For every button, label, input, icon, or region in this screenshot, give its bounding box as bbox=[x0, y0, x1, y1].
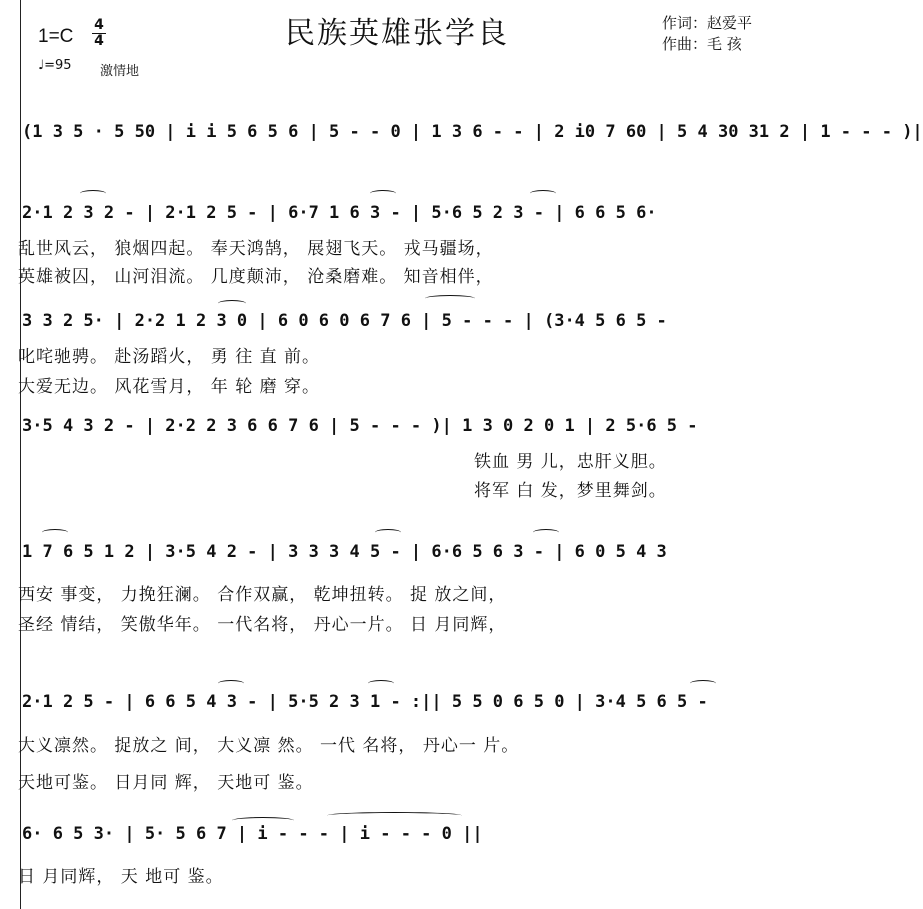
expression-marking: 激情地 bbox=[100, 64, 140, 79]
system-1-notes: (1 3 5 · 5 50 | i i 5 6 5 6 | 5 - - 0 | 1 3 6 - - | 2 i0 7 60 | 5 4 30 31 2 | 1 - - - )| bbox=[22, 122, 923, 142]
key-signature: 1=C bbox=[38, 26, 74, 47]
slur bbox=[218, 680, 244, 687]
slur bbox=[218, 300, 246, 307]
system-5-lyrics-verse-1: 西安 事变， 力挽狂澜。 合作双赢， 乾坤扭转。 捉 放之间， bbox=[18, 585, 507, 605]
system-2-lyrics-verse-2: 英雄被囚， 山河泪流。 几度颠沛， 沧桑磨难。 知音相伴， bbox=[18, 267, 494, 287]
system-3-notes: 3 3 2 5· | 2·2 1 2 3 0 | 6 0 6 0 6 7 6 | 5 - - - | (3·4 5 6 5 - bbox=[22, 311, 667, 331]
system-7-notes: 6· 6 5 3· | 5· 5 6 7 | i - - - | i - - - 0 || bbox=[22, 824, 483, 844]
system-5-lyrics-verse-2: 圣经 情结， 笑傲华年。 一代名将， 丹心一片。 日 月同辉， bbox=[18, 615, 507, 635]
system-5-notes: 1 7 6 5 1 2 | 3·5 4 2 - | 3 3 3 4 5 - | 6·6 5 6 3 - | 6 0 5 4 3 bbox=[22, 542, 667, 562]
system-4-lyrics-verse-2: 将军 白 发，梦里舞剑。 bbox=[474, 481, 667, 501]
system-3-lyrics-verse-2: 大爱无边。 风花雪月， 年 轮 磨 穿。 bbox=[18, 377, 321, 397]
slur bbox=[533, 529, 559, 536]
composer-credit: 作曲：毛 孩 bbox=[662, 35, 742, 53]
slur bbox=[375, 529, 401, 536]
tempo-marking: ♩=95 bbox=[38, 58, 72, 73]
slur bbox=[690, 680, 716, 687]
slur bbox=[232, 817, 294, 824]
slur bbox=[42, 529, 68, 536]
slur bbox=[368, 680, 394, 687]
slur bbox=[425, 295, 475, 302]
system-6-notes: 2·1 2 5 - | 6 6 5 4 3 - | 5·5 2 3 1 - :|| 5 5 0 6 5 0 | 3·4 5 6 5 - bbox=[22, 692, 708, 712]
system-4-lyrics-verse-1: 铁血 男 儿，忠肝义胆。 bbox=[474, 452, 667, 472]
lyricist-credit: 作词：赵爱平 bbox=[662, 14, 753, 32]
system-6-lyrics-verse-2: 天地可鉴。 日月同 辉， 天地可 鉴。 bbox=[18, 773, 314, 793]
meter-bottom: 4 bbox=[92, 33, 106, 49]
time-signature bbox=[92, 18, 106, 49]
slur bbox=[80, 190, 106, 197]
system-6-lyrics-verse-1: 大义凛然。 捉放之 间， 大义凛 然。 一代 名将， 丹心一 片。 bbox=[18, 736, 520, 756]
meter-top: 4 bbox=[94, 17, 104, 33]
slur bbox=[370, 190, 396, 197]
system-4-notes: 3·5 4 3 2 - | 2·2 2 3 6 6 7 6 | 5 - - - )| 1 3 0 2 0 1 | 2 5·6 5 - bbox=[22, 416, 698, 436]
system-3-lyrics-verse-1: 叱咤驰骋。 赴汤蹈火， 勇 往 直 前。 bbox=[18, 347, 321, 367]
tie bbox=[327, 812, 462, 819]
system-7-lyrics: 日 月同辉， 天 地可 鉴。 bbox=[18, 867, 224, 887]
system-2-notes: 2·1 2 3 2 - | 2·1 2 5 - | 6·7 1 6 3 - | 5·6 5 2 3 - | 6 6 5 6· bbox=[22, 203, 657, 223]
song-title: 民族英雄张学良 bbox=[285, 16, 509, 51]
system-2-lyrics-verse-1: 乱世风云， 狼烟四起。 奉天鸿鹄， 展翅飞天。 戎马疆场， bbox=[18, 239, 494, 259]
slur bbox=[530, 190, 556, 197]
